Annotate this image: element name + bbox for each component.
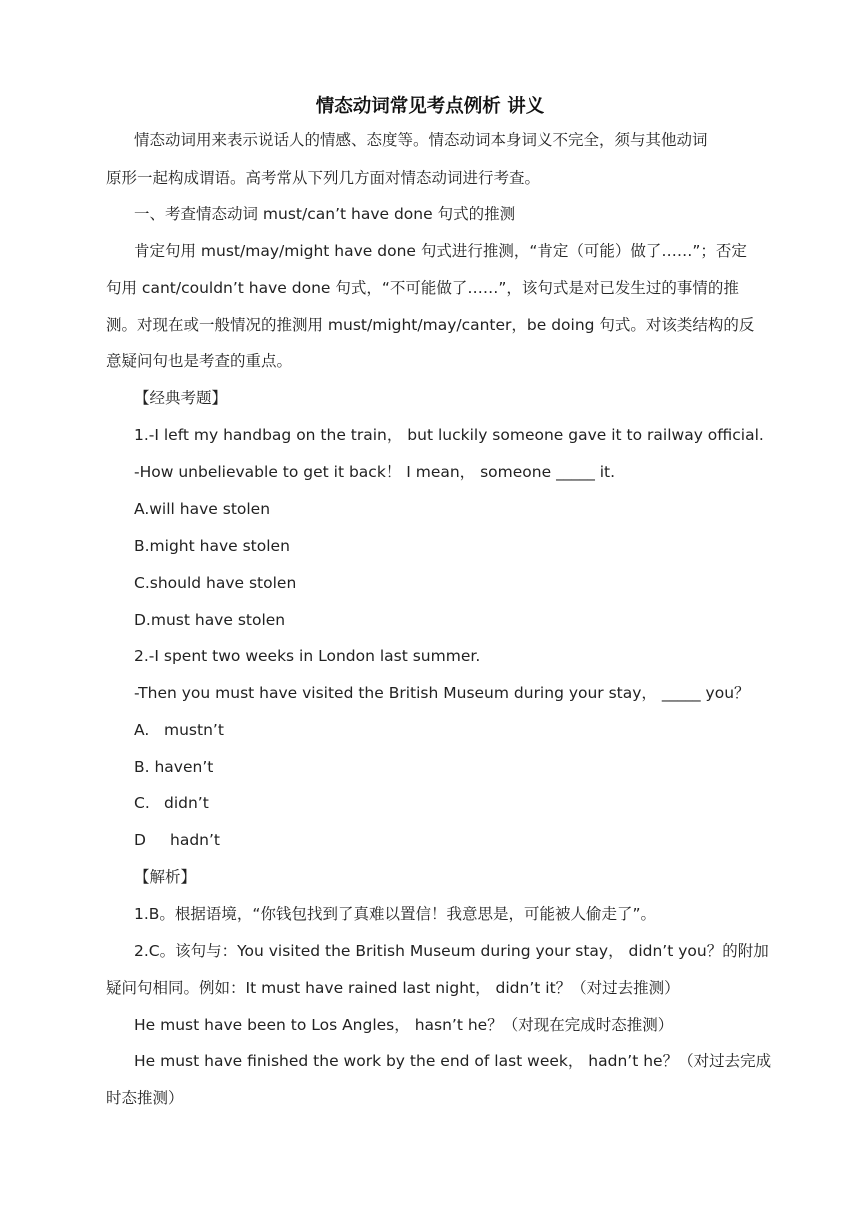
intro-line-2: 原形一起构成谓语。高考常从下列几方面对情态动词进行考查。 xyxy=(106,169,541,187)
q1-stem-2: -How unbelievable to get it back！ I mean， someone _____ it. xyxy=(134,463,616,481)
q2-option-a xyxy=(134,720,224,740)
section-heading: 一、考查情态动词 must/can’t have done 句式的推测 xyxy=(134,205,516,223)
q1-stem-1: 1.-I left my handbag on the train， but luckily someone gave it to railway official. xyxy=(134,426,764,444)
q2-option-c-label: C. xyxy=(134,794,150,812)
q2-option-c-text: didn’t xyxy=(164,794,209,812)
document-title: 情态动词常见考点例析 讲义 xyxy=(315,96,545,117)
q2-option-a-label: A. xyxy=(134,721,150,739)
analysis-label: 【解析】 xyxy=(134,868,197,886)
q2-option-d-label: D xyxy=(134,831,146,849)
analysis-2-line-1: 2.C。该句与：You visited the British Museum during your stay， didn’t you？的附加 xyxy=(134,942,769,960)
example-line-3a: He must have finished the work by the end of last week， hadn’t he？（对过去完成 xyxy=(134,1052,772,1070)
rule-line-1: 肯定句用 must/may/might have done 句式进行推测，“肯定（可能）做了……”；否定 xyxy=(134,242,747,260)
classic-label: 【经典考题】 xyxy=(134,389,228,407)
q2-stem-2: -Then you must have visited the British Museum during your stay， _____ you？ xyxy=(134,684,750,702)
q2-option-c xyxy=(134,793,209,813)
q1-option-a: A.will have stolen xyxy=(134,500,271,518)
rule-line-4: 意疑问句也是考查的重点。 xyxy=(106,352,293,370)
q1-option-b: B.might have stolen xyxy=(134,537,290,555)
q2-option-a-text: mustn’t xyxy=(164,721,224,739)
q1-option-c: C.should have stolen xyxy=(134,574,297,592)
example-line-2: He must have been to Los Angles， hasn’t he？（对现在完成时态推测） xyxy=(134,1016,674,1034)
q1-option-d: D.must have stolen xyxy=(134,611,286,629)
example-line-3b: 时态推测） xyxy=(106,1089,184,1107)
q2-option-b: B. haven’t xyxy=(134,758,214,776)
q2-stem-1: 2.-I spent two weeks in London last summer. xyxy=(134,647,481,665)
analysis-1: 1.B。根据语境，“你钱包找到了真难以置信！我意思是，可能被人偷走了”。 xyxy=(134,905,656,923)
rule-line-2: 句用 cant/couldn’t have done 句式，“不可能做了……”，该句式是对已发生过的事情的推 xyxy=(106,279,739,297)
rule-line-3: 测。对现在或一般情况的推测用 must/might/may/canter，be doing 句式。对该类结构的反 xyxy=(106,316,755,334)
q2-option-d-text: hadn’t xyxy=(170,831,220,849)
analysis-2-line-2: 疑问句相同。例如：It must have rained last night， didn’t it？（对过去推测） xyxy=(106,979,680,997)
intro-line-1: 情态动词用来表示说话人的情感、态度等。情态动词本身词义不完全，须与其他动词 xyxy=(134,131,708,149)
q2-option-d xyxy=(134,830,220,850)
